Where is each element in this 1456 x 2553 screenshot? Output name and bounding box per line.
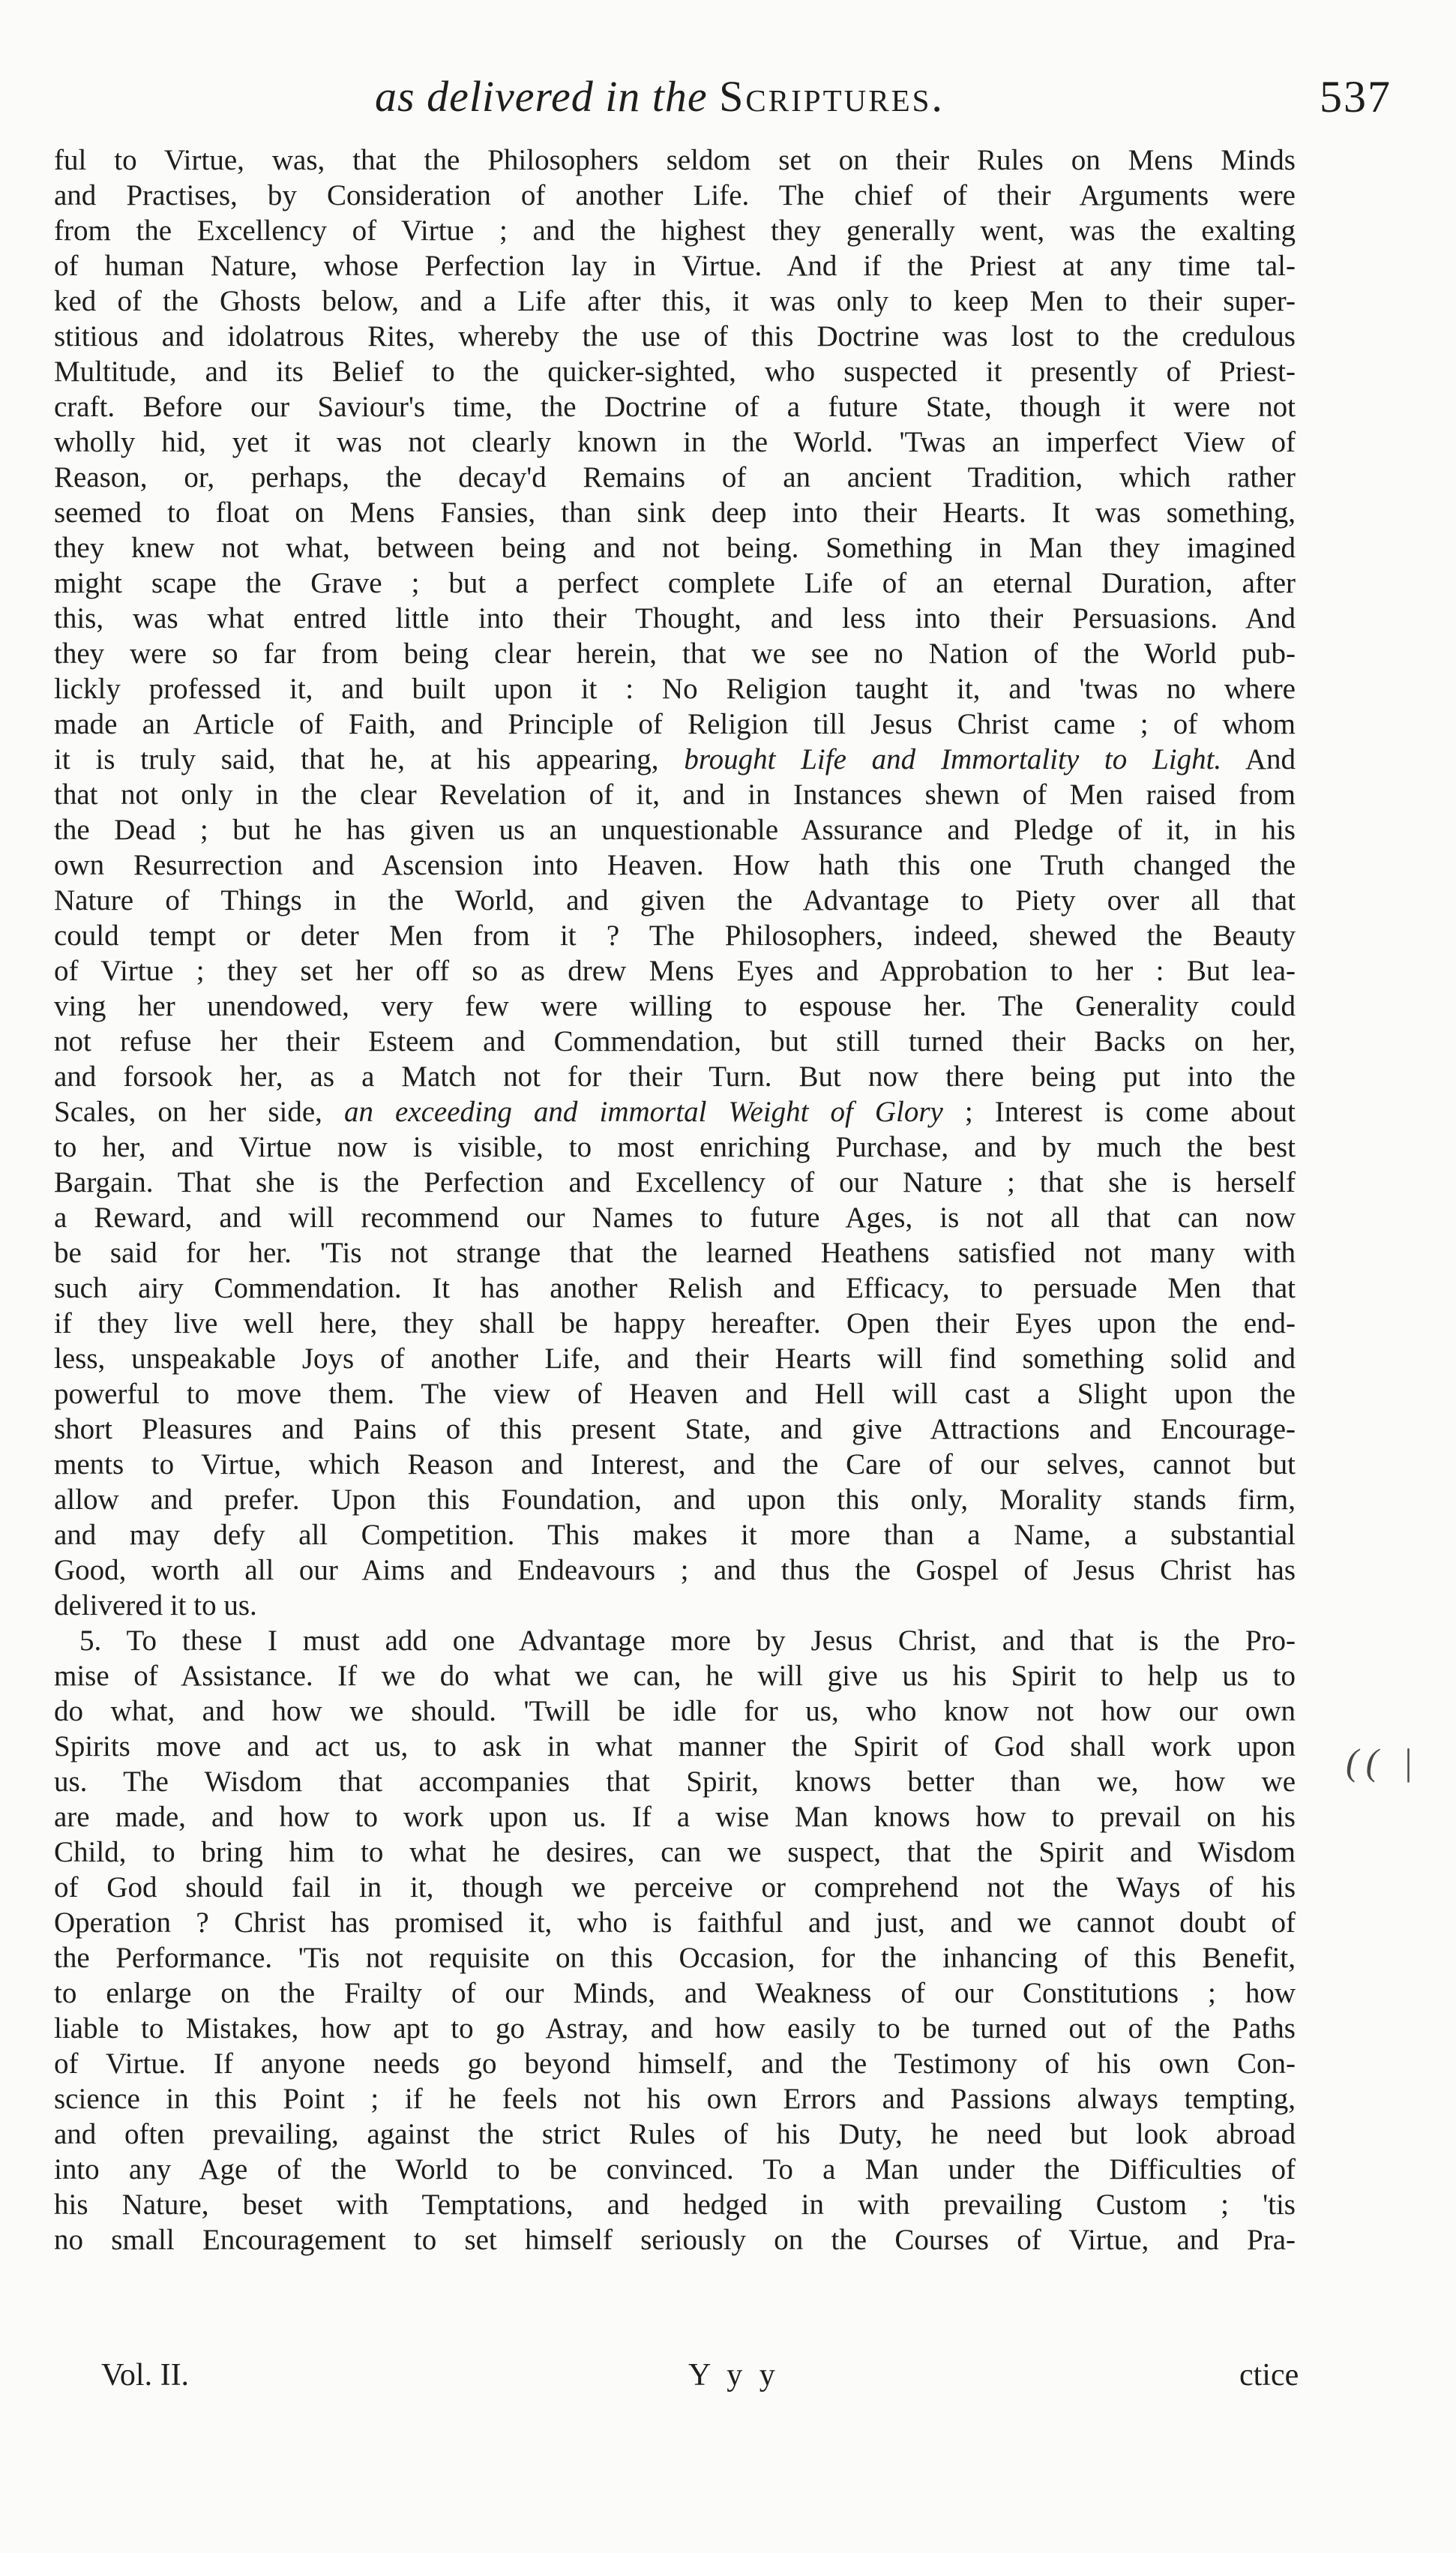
text-line: own Resurrection and Ascension into Heaven. How hath this one Truth changed the — [54, 849, 1296, 881]
text-line: craft. Before our Saviour's time, the Doctrine of a future State, though it were not — [54, 391, 1296, 423]
text-line: could tempt or deter Men from it ? The Philosophers, indeed, shewed the Beauty — [54, 920, 1296, 952]
text-line: Spirits move and act us, to ask in what manner the Spirit of God shall work upon — [54, 1730, 1296, 1762]
text-line: stitious and idolatrous Rites, whereby the use of this Doctrine was lost to the credulous — [54, 320, 1296, 352]
text-line — [54, 1094, 1296, 1130]
text-line: a Reward, and will recommend our Names to future Ages, is not all that can now — [54, 1202, 1296, 1234]
text-line: his Nature, beset with Temptations, and hedged in with prevailing Custom ; 'tis — [54, 2188, 1296, 2221]
text-line: Child, to bring him to what he desires, can we suspect, that the Spirit and Wisdom — [54, 1836, 1296, 1868]
page-footer — [0, 2357, 1456, 2402]
catchword: ctice — [1239, 2358, 1299, 2392]
text-line: that not only in the clear Revelation of it, and in Instances shewn of Men raised from — [54, 778, 1296, 811]
text-line: wholly hid, yet it was not clearly known in the World. 'Twas an imperfect View of — [54, 426, 1296, 458]
text-line: and forsook her, as a Match not for their Turn. But now there being put into the — [54, 1060, 1296, 1093]
text-line: ments to Virtue, which Reason and Interest, and the Care of our selves, cannot but — [54, 1448, 1296, 1480]
text-line: the Dead ; but he has given us an unquestionable Assurance and Pledge of it, in his — [54, 814, 1296, 846]
text-line: are made, and how to work upon us. If a wise Man knows how to prevail on his — [54, 1801, 1296, 1833]
text-line: ful to Virtue, was, that the Philosophers seldom set on their Rules on Mens Minds — [54, 144, 1296, 176]
italic-quote: an exceeding and immortal Weight of Glory — [343, 1096, 943, 1128]
text-span: Scales, on her side, — [54, 1096, 344, 1128]
text-line: to enlarge on the Frailty of our Minds, and Weakness of our Constitutions ; how — [54, 1977, 1296, 2009]
text-line: mise of Assistance. If we do what we can, he will give us his Spirit to help us to — [54, 1660, 1296, 1692]
text-span: it is truly said, that he, at his appearing, — [54, 743, 685, 776]
text-span: And — [1221, 743, 1296, 776]
text-line: 5. To these I must add one Advantage more by Jesus Christ, and that is the Pro- — [79, 1624, 1296, 1657]
text-line: liable to Mistakes, how apt to go Astray, and how easily to be turned out of the Paths — [54, 2012, 1296, 2044]
text-line — [54, 742, 1296, 777]
text-line: short Pleasures and Pains of this present State, and give Attractions and Encourage- — [54, 1413, 1296, 1445]
text-line: from the Excellency of Virtue ; and the highest they generally went, was the exalting — [54, 214, 1296, 247]
text-line: and may defy all Competition. This makes it more than a Name, a substantial — [54, 1519, 1296, 1551]
text-line: lickly professed it, and built upon it : No Religion taught it, and 'twas no where — [54, 673, 1296, 705]
text-line: they were so far from being clear herein, that we see no Nation of the World pub- — [54, 638, 1296, 670]
text-line: if they live well here, they shall be happy hereafter. Open their Eyes upon the end- — [54, 1307, 1296, 1340]
text-line: and Practises, by Consideration of another Life. The chief of their Arguments were — [54, 179, 1296, 212]
text-line: to her, and Virtue now is visible, to most enriching Purchase, and by much the best — [54, 1131, 1296, 1163]
text-line: such airy Commendation. It has another Relish and Efficacy, to persuade Men that — [54, 1272, 1296, 1304]
text-line: Multitude, and its Belief to the quicker-sighted, who suspected it presently of Priest- — [54, 356, 1296, 388]
volume-label: Vol. II. — [101, 2358, 190, 2392]
text-line: ked of the Ghosts below, and a Life after this, it was only to keep Men to their super- — [54, 285, 1296, 317]
page-number: 537 — [1320, 72, 1392, 122]
text-line: Nature of Things in the World, and given the Advantage to Piety over all that — [54, 884, 1296, 916]
text-line: into any Age of the World to be convinced. To a Man under the Difficulties of — [54, 2153, 1296, 2186]
text-span: ; Interest is come about — [942, 1096, 1296, 1128]
text-line: might scape the Grave ; but a perfect complete Life of an eternal Duration, after — [54, 567, 1296, 599]
text-line: less, unspeakable Joys of another Life, and their Hearts will find something solid and — [54, 1342, 1296, 1375]
text-line: Bargain. That she is the Perfection and Excellency of our Nature ; that she is herself — [54, 1166, 1296, 1198]
text-line: allow and prefer. Upon this Foundation, and upon this only, Morality stands firm, — [54, 1484, 1296, 1516]
text-line: and often prevailing, against the strict Rules of his Duty, he need but look abroad — [54, 2118, 1296, 2150]
running-head — [0, 71, 1456, 139]
text-line: Reason, or, perhaps, the decay'd Remains of an ancient Tradition, which rather — [54, 461, 1296, 494]
text-line: no small Encouragement to set himself seriously on the Courses of Virtue, and Pra- — [54, 2224, 1296, 2256]
margin-mark: (( | — [1346, 1741, 1421, 1783]
text-line: made an Article of Faith, and Principle of Religion till Jesus Christ came ; of whom — [54, 708, 1296, 740]
text-line: delivered it to us. — [54, 1589, 257, 1622]
italic-quote: brought Life and Immortality to Light. — [684, 743, 1222, 776]
text-line: Good, worth all our Aims and Endeavours ; and thus the Gospel of Jesus Christ has — [54, 1554, 1296, 1586]
text-line: of God should fail in it, though we perceive or comprehend not the Ways of his — [54, 1871, 1296, 1904]
signature-mark: Y y y — [688, 2358, 780, 2392]
text-line: this, was what entred little into their Thought, and less into their Persuasions. And — [54, 602, 1296, 634]
text-line: science in this Point ; if he feels not his own Errors and Passions always tempting, — [54, 2083, 1296, 2115]
running-title-italic: as delivered in the — [375, 72, 720, 121]
text-line: the Performance. 'Tis not requisite on this Occasion, for the inhancing of this Benefit, — [54, 1942, 1296, 1974]
text-line: of Virtue. If anyone needs go beyond himself, and the Testimony of his own Con- — [54, 2048, 1296, 2080]
text-line: of human Nature, whose Perfection lay in Virtue. And if the Priest at any time tal- — [54, 250, 1296, 282]
text-line: Operation ? Christ has promised it, who is faithful and just, and we cannot doubt of — [54, 1906, 1296, 1939]
text-line: of Virtue ; they set her off so as drew Mens Eyes and Approbation to her : But lea- — [54, 955, 1296, 987]
text-line: they knew not what, between being and not being. Something in Man they imagined — [54, 532, 1296, 564]
running-title-caps: Scriptures. — [719, 72, 945, 121]
body-text — [54, 142, 1296, 2258]
text-line: ving her unendowed, very few were willing to espouse her. The Generality could — [54, 990, 1296, 1022]
text-line: not refuse her their Esteem and Commendation, but still turned their Backs on her, — [54, 1025, 1296, 1058]
text-line: powerful to move them. The view of Heaven and Hell will cast a Slight upon the — [54, 1378, 1296, 1410]
text-line: seemed to float on Mens Fansies, than sink deep into their Hearts. It was something, — [54, 496, 1296, 529]
text-line: do what, and how we should. 'Twill be idle for us, who know not how our own — [54, 1695, 1296, 1727]
text-line: us. The Wisdom that accompanies that Spirit, knows better than we, how we — [54, 1766, 1296, 1798]
running-title — [375, 71, 945, 122]
text-line: be said for her. 'Tis not strange that the learned Heathens satisfied not many with — [54, 1237, 1296, 1269]
